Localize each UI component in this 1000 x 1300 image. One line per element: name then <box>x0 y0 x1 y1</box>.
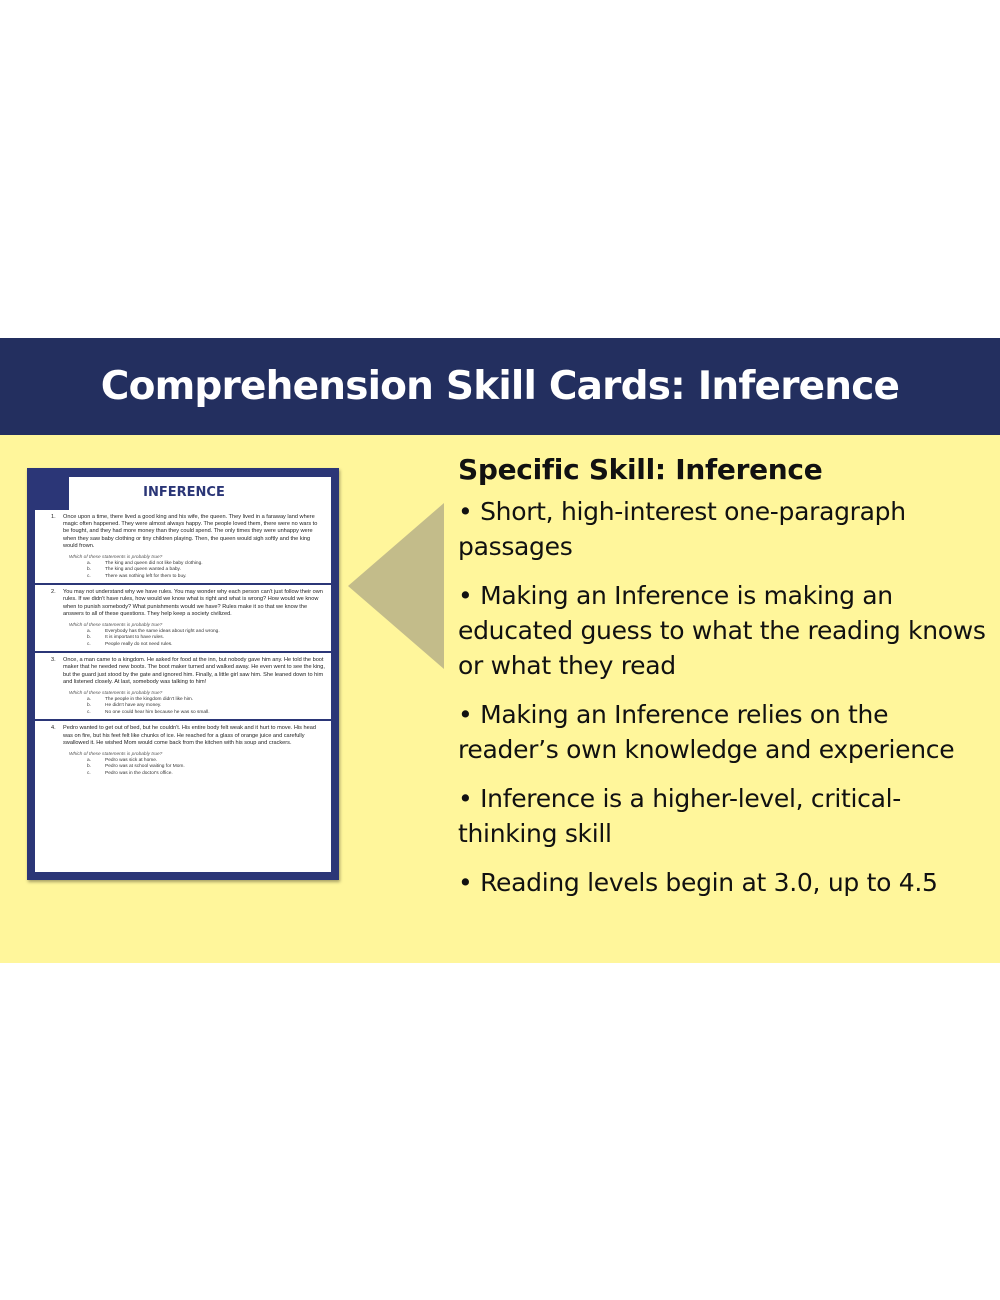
answer-choice: b. It is important to have rules. <box>87 635 164 641</box>
skill-description <box>458 453 988 914</box>
card-question <box>35 583 331 651</box>
card-question <box>35 510 331 583</box>
skill-card-preview <box>27 468 339 880</box>
answer-choice: b. The king and queen wanted a baby. <box>87 567 181 573</box>
answer-choice: c. There was nothing left for them to buy. <box>87 573 187 579</box>
answer-choice: b. He didn't have any money. <box>87 703 162 709</box>
question-prompt: Which of these statements is probably true? <box>69 751 163 757</box>
content-panel <box>0 435 1000 963</box>
question-number: 1. <box>51 514 56 520</box>
card-body <box>35 510 331 872</box>
card-number: 1a <box>304 482 324 498</box>
answer-choice: b. Pedro was at school waiting for Mom. <box>87 764 185 770</box>
page-title: Comprehension Skill Cards: Inference <box>100 364 900 409</box>
skill-bullet: • Short, high-interest one-paragraph passages <box>458 497 906 561</box>
answer-choice: c. People really do not need rules. <box>87 641 173 647</box>
question-passage: Once upon a time, there lived a good king and his wife, the queen. They lived in a faraway land where magic often happened. They were almost always happy. The people loved them, there were no wars to be fought, and they had more money than they could spend. The only times they were unhappy were when they saw baby clothing or tiny children playing. Then, the queen would sigh softly and the king would frown. <box>63 514 318 549</box>
question-prompt: Which of these statements is probably true? <box>69 555 163 561</box>
skill-bullet: • Making an Inference is making an educated guess to what the reading knows or what they read <box>458 581 986 680</box>
card-header <box>69 477 331 511</box>
question-prompt: Which of these statements is probably true? <box>69 691 163 697</box>
card-title: INFERENCE <box>143 485 225 500</box>
answer-choice: c. No one could hear him because he was so small. <box>87 709 210 715</box>
question-passage: Once, a man came to a kingdom. He asked for food at the inn, but nobody gave him any. He told the boot maker that he needed new boots. The boot maker turned and walked away. He even went to see the king, but the guard just stood by the gate and ignored him. Finally, a little girl saw him. She leaned down to him and listened closely. At last, somebody was talking to him! <box>63 657 325 685</box>
question-passage: You may not understand why we have rules. You may wonder why each person can't just follow their own rules. If we didn't have rules, how would we know what is right and what is wrong? How would we know when to punish somebody? What punishments would we have? Rules make it so that we know the answers to all of these questions. They help keep a society civilized. <box>63 589 323 617</box>
answer-choice: a. The king and queen did not like baby clothing. <box>87 561 203 567</box>
answer-choice: c. Pedro was in the doctor's office. <box>87 770 173 776</box>
question-number: 4. <box>51 725 56 732</box>
question-prompt: Which of these statements is probably true? <box>69 623 163 629</box>
question-number: 2. <box>51 589 56 596</box>
card-question <box>35 719 331 780</box>
card-question <box>35 651 331 719</box>
skill-bullet: • Inference is a higher-level, critical-thinking skill <box>458 784 901 848</box>
skill-heading: Specific Skill: Inference <box>458 453 823 486</box>
answer-choice: a. The people in the kingdom didn't like him. <box>87 697 194 703</box>
title-banner <box>0 338 1000 435</box>
skill-bullet: • Making an Inference relies on the reader’s own knowledge and experience <box>458 700 955 764</box>
skill-bullet: • Reading levels begin at 3.0, up to 4.5 <box>458 868 938 897</box>
answer-choice: a. Pedro was sick at home. <box>87 757 158 763</box>
question-passage: Pedro wanted to get out of bed, but he couldn't. His entire body felt weak and it hurt to move. His head was on fire, but his feet felt like chunks of ice. He reached for a glass of orange juice and carefully swallowed it. He wished Mom would come back from the kitchen with his soup and crackers. <box>63 725 316 746</box>
pointer-arrow-icon <box>348 503 444 669</box>
skill-bullet-list <box>458 494 988 900</box>
question-number: 3. <box>51 657 56 664</box>
answer-choice: a. Everybody has the same ideas about right and wrong. <box>87 629 220 635</box>
